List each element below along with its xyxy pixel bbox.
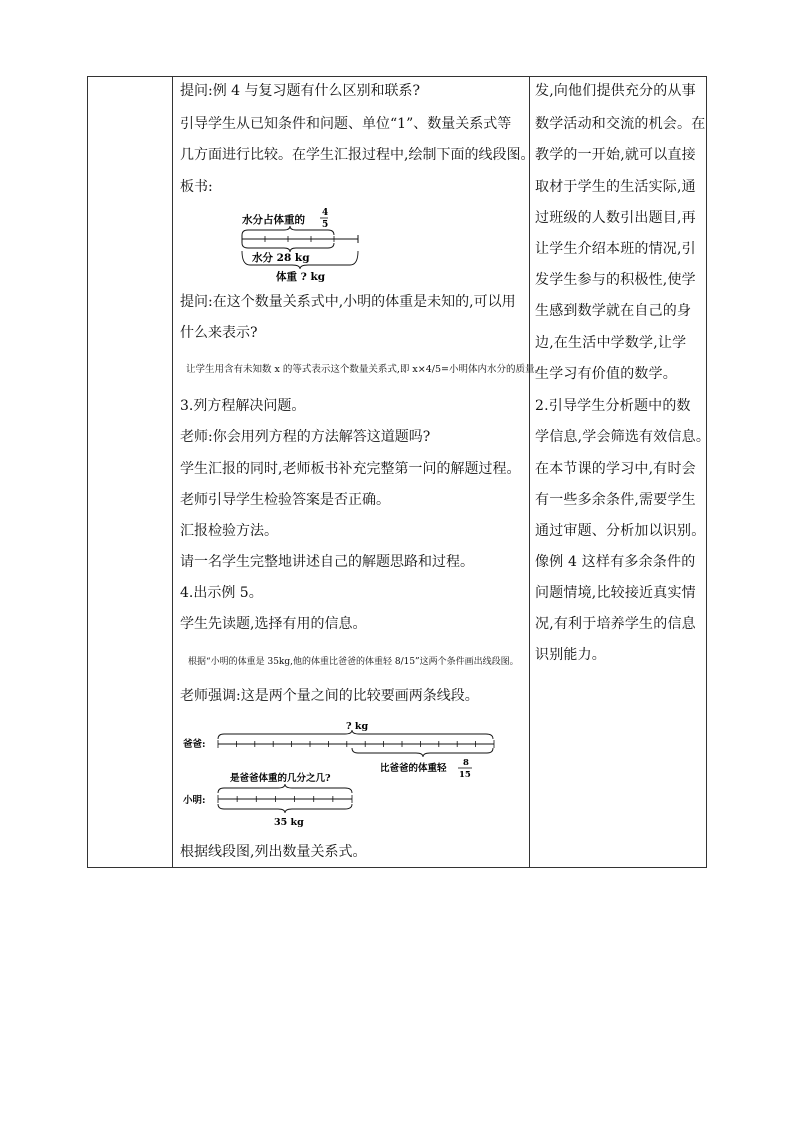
- text-line: 生学习有价值的数学。: [535, 366, 677, 382]
- text-line: 4.出示例 5。: [180, 585, 263, 601]
- text-line: 老师:你会用列方程的方法解答这道题吗?: [180, 429, 431, 445]
- text-line: 几方面进行比较。在学生汇报过程中,绘制下面的线段图。: [180, 147, 535, 163]
- text-line: 根据线段图,列出数量关系式。: [180, 844, 367, 860]
- text-line: 边,在生活中学数学,让学: [535, 335, 687, 351]
- line-diagram-1: [240, 203, 380, 283]
- text-line: 取材于学生的生活实际,通: [535, 179, 696, 195]
- text-line: 老师强调:这是两个量之间的比较要画两条线段。: [180, 688, 479, 704]
- column-divider-2: [529, 77, 530, 867]
- text-line: 提问:例 4 与复习题有什么区别和联系?: [180, 83, 421, 99]
- text-line: 学信息,学会筛选有效信息。: [535, 429, 711, 445]
- fig2-frac-den: 15: [459, 770, 471, 780]
- text-line: 通过审题、分析加以识别。: [535, 523, 706, 539]
- fig2-q-kg: ? kg: [346, 721, 369, 732]
- process-column: [180, 77, 545, 867]
- text-line: 数学活动和交流的机会。在: [535, 116, 706, 132]
- text-line: 让学生介绍本班的情况,引: [535, 241, 696, 257]
- lesson-table: [87, 76, 711, 868]
- fig2-ratio-label: 是爸爸体重的几分之几?: [230, 773, 331, 784]
- text-line: 学生汇报的同时,老师板书补充完整第一问的解题过程。: [180, 461, 521, 477]
- line-diagram-2: [180, 717, 510, 835]
- text-line: 3.列方程解决问题。: [180, 398, 306, 414]
- intent-column: [535, 77, 711, 867]
- fig1-top-label: 水分占体重的: [242, 214, 305, 226]
- text-line: 过班级的人数引出题目,再: [535, 210, 696, 226]
- fig2-frac-num: 8: [463, 758, 469, 768]
- text-line: 识别能力。: [535, 647, 606, 663]
- text-line: 引导学生从已知条件和问题、单位“1”、数量关系式等: [180, 116, 512, 132]
- small-note: 根据“小明的体重是 35kg,他的体重比爸爸的体重轻 8/15”这两个条件画出线段图。: [188, 657, 519, 667]
- text-line: 生感到数学就在自己的身: [535, 303, 692, 319]
- fig2-ming-label: 小明:: [183, 795, 206, 806]
- text-line: 像例 4 这样有多余条件的: [535, 554, 696, 570]
- text-line: 发,向他们提供充分的从事: [535, 83, 696, 99]
- text-line: 发学生参与的积极性,使学: [535, 272, 696, 288]
- text-line: 况,有利于培养学生的信息: [535, 616, 696, 632]
- text-line: 请一名学生完整地讲述自己的解题思路和过程。: [180, 554, 474, 570]
- text-line: 老师引导学生检验答案是否正确。: [180, 492, 390, 508]
- fig1-frac-den: 5: [322, 220, 329, 230]
- small-note: 让学生用含有未知数 x 的等式表示这个数量关系式,即 x×4/5=小明体内水分的质量。: [186, 364, 545, 375]
- column-divider-1: [172, 77, 173, 867]
- text-line: 教学的一开始,就可以直接: [535, 147, 696, 163]
- text-line: 什么来表示?: [180, 325, 258, 341]
- text-line: 学生先读题,选择有用的信息。: [180, 616, 367, 632]
- text-line: 在本节课的学习中,有时会: [535, 461, 696, 477]
- fig1-water-label: 水分 28 kg: [252, 252, 310, 264]
- fig2-lighter-label: 比爸爸的体重轻: [380, 763, 447, 774]
- text-line: 2.引导学生分析题中的数: [535, 398, 691, 414]
- text-line: 提问:在这个数量关系式中,小明的体重是未知的,可以用: [180, 294, 516, 310]
- fig2-kg35: 35 kg: [274, 817, 304, 828]
- fig1-frac-num: 4: [322, 208, 329, 218]
- text-line: 汇报检验方法。: [180, 523, 278, 539]
- text-line: 问题情境,比较接近真实情: [535, 585, 696, 601]
- fig1-weight-label: 体重 ? kg: [276, 271, 326, 283]
- text-line: 板书:: [180, 179, 213, 195]
- text-line: 有一些多余条件,需要学生: [535, 492, 696, 508]
- fig2-dad-label: 爸爸:: [183, 739, 206, 750]
